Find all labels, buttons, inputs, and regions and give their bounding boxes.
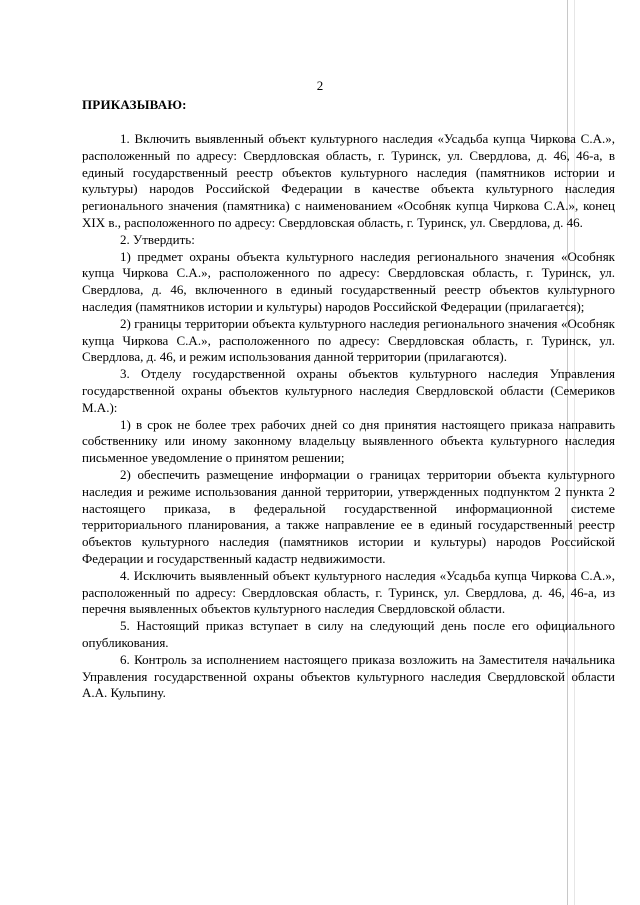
order-body [82, 131, 615, 702]
clause-2-item-2: 2) границы территории объекта культурного наследия регионального значения «Особняк купца Чиркова С.А.», расположенного по адресу: Свердловская область, г. Туринск, ул. Свердлова, д. 46, и режим использования данной территории (прилагаются). [82, 315, 615, 365]
page-number: 2 [316, 78, 324, 93]
clause-2: 2. Утвердить: [120, 231, 195, 247]
clause-2-item-1: 1) предмет охраны объекта культурного наследия регионального значения «Особняк купца Чиркова С.А.», расположенного по адресу: Свердловская область, г. Туринск, ул. Свердлова, д. 46, включенного в единый государственный реестр объектов культурного наследия (памятников истории и культуры) народов Российской Федерации (прилагается); [82, 248, 615, 314]
clause-3: 3. Отделу государственной охраны объектов культурного наследия Управления государственной охраны объектов культурного наследия Свердловской области (Семериков М.А.): [82, 366, 615, 415]
clause-3-item-1: 1) в срок не более трех рабочих дней со дня принятия настоящего приказа направить собственнику или иному законному владельцу выявленного объекта культурного наследия письменное уведомление о принятом решении; [82, 416, 615, 466]
clause-4: 4. Исключить выявленный объект культурного наследия «Усадьба купца Чиркова С.А.», расположенный по адресу: Свердловская область, г. Туринск, ул. Свердлова, д. 46, 46-а, из перечня выявленных объектов культурного наследия Свердловской области. [82, 567, 615, 617]
clause-1: 1. Включить выявленный объект культурного наследия «Усадьба купца Чиркова С.А.», расположенный по адресу: Свердловская область, г. Туринск, ул. Свердлова, д. 46, 46-а, в единый государственный реестр объектов культурного наследия (памятников истории и культуры) народов Российской Федерации в качестве объекта культурного наследия регионального значения (памятника) с наименованием «Особняк купца Чиркова С.А.», конец XIX в., расположенного по адресу: Свердловская область, г. Туринск, ул. Свердлова, д. 46. [82, 131, 615, 230]
order-heading: ПРИКАЗЫВАЮ: [82, 97, 187, 112]
clause-6: 6. Контроль за исполнением настоящего приказа возложить на Заместителя начальника Управления государственной охраны объектов культурного наследия Свердловской области А.А. Кульпину. [82, 651, 615, 701]
clause-3-item-2: 2) обеспечить размещение информации о границах территории объекта культурного наследия и режиме использования данной территории, утвержденных подпунктом 2 пункта 2 настоящего приказа, в федеральной государственной информационной системе территориального планирования, а также направление ее в единый государственный реестр объектов культурного наследия (памятников истории и культуры) народов Российской Федерации и государственный кадастр недвижимости. [82, 466, 615, 566]
clause-5: 5. Настоящий приказ вступает в силу на следующий день после его официального опубликования. [82, 618, 615, 650]
